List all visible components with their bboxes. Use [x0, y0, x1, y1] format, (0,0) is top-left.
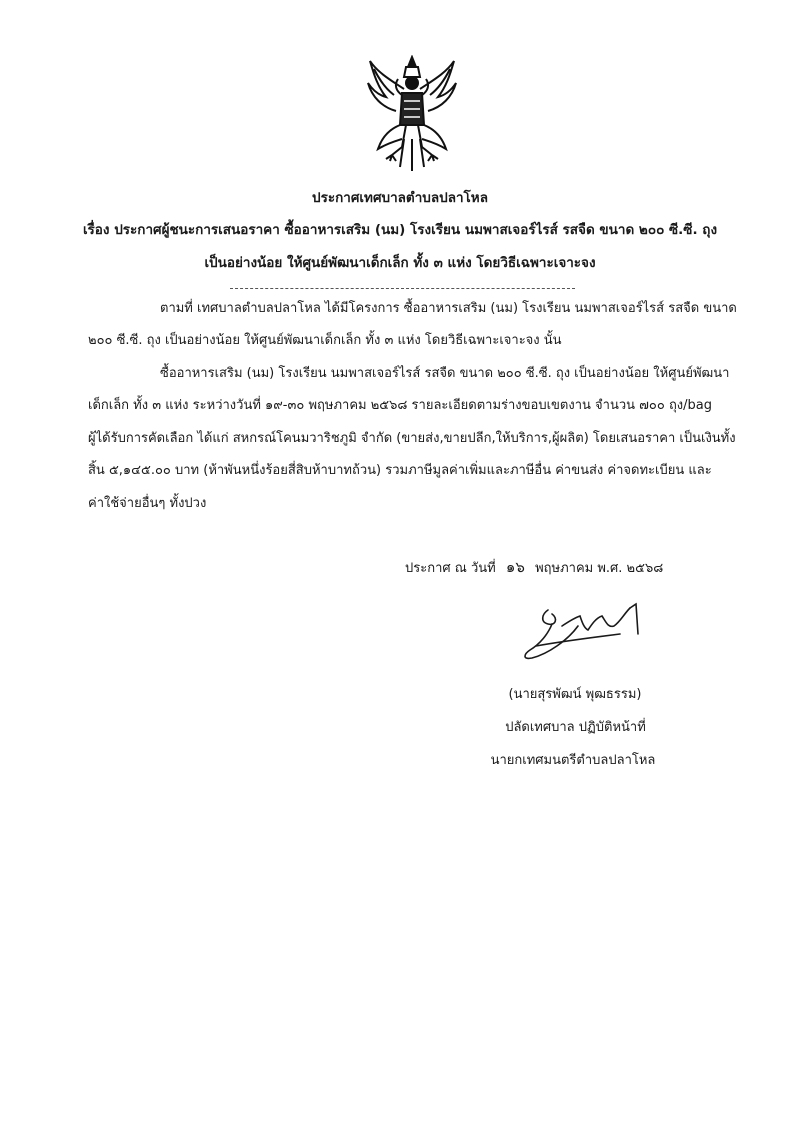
- date-day: ๑๖: [505, 558, 525, 576]
- signatory-position-1: ปลัดเทศบาล ปฏิบัติหน้าที่: [505, 720, 646, 735]
- garuda-emblem-icon: [364, 55, 460, 175]
- body-line-4: เด็กเล็ก ทั้ง ๓ แห่ง ระหว่างวันที่ ๑๙-๓๐ พฤษภาคม ๒๕๖๘ รายละเอียดตามร่างขอบเขตงาน จำนวน ๗๐๐ ถุง/bag: [88, 398, 713, 413]
- date-month-year: พฤษภาคม พ.ศ. ๒๕๖๘: [535, 561, 664, 576]
- signatory-name: (นายสุรพัฒน์ พุฒธรรม): [508, 687, 642, 702]
- body-line-3: ซื้ออาหารเสริม (นม) โรงเรียน นมพาสเจอร์ไรส์ รสจืด ขนาด ๒๐๐ ซี.ซี. ถุง เป็นอย่างน้อย ให้ศูนย์พัฒนา: [160, 366, 730, 381]
- divider-line: [230, 288, 575, 289]
- body-line-1: ตามที่ เทศบาลตำบลปลาโหล ได้มีโครงการ ซื้ออาหารเสริม (นม) โรงเรียน นมพาสเจอร์ไรส์ รสจืด ขนาด: [160, 301, 737, 316]
- body-line-7: ค่าใช้จ่ายอื่นๆ ทั้งปวง: [88, 496, 207, 511]
- handwritten-signature: [518, 600, 658, 670]
- announcement-date: [405, 555, 663, 579]
- body-line-2: ๒๐๐ ซี.ซี. ถุง เป็นอย่างน้อย ให้ศูนย์พัฒนาเด็กเล็ก ทั้ง ๓ แห่ง โดยวิธีเฉพาะเจาะจง นั้น: [88, 333, 562, 348]
- signatory-position-2: นายกเทศมนตรีตำบลปลาโหล: [490, 753, 656, 768]
- subject-line-2: เป็นอย่างน้อย ให้ศูนย์พัฒนาเด็กเล็ก ทั้ง ๓ แห่ง โดยวิธีเฉพาะเจาะจง: [204, 255, 596, 271]
- date-prefix: ประกาศ ณ วันที่: [405, 561, 496, 576]
- body-line-5: ผู้ได้รับการคัดเลือก ได้แก่ สหกรณ์โคนมวาริชภูมิ จำกัด (ขายส่ง,ขายปลีก,ให้บริการ,ผู้ผลิต) โดยเสนอราคา เป็นเงินทั้ง: [88, 431, 736, 446]
- body-line-6: สิ้น ๕,๑๔๕.๐๐ บาท (ห้าพันหนึ่งร้อยสี่สิบห้าบาทถ้วน) รวมภาษีมูลค่าเพิ่มและภาษีอื่น ค่าขนส่ง ค่าจดทะเบียน และ: [88, 463, 712, 478]
- announcement-title: ประกาศเทศบาลตำบลปลาโหล: [312, 190, 488, 206]
- subject-line-1: เรื่อง ประกาศผู้ชนะการเสนอราคา ซื้ออาหารเสริม (นม) โรงเรียน นมพาสเจอร์ไรส์ รสจืด ขนาด ๒๐๐ ซี.ซี. ถุง: [82, 222, 718, 238]
